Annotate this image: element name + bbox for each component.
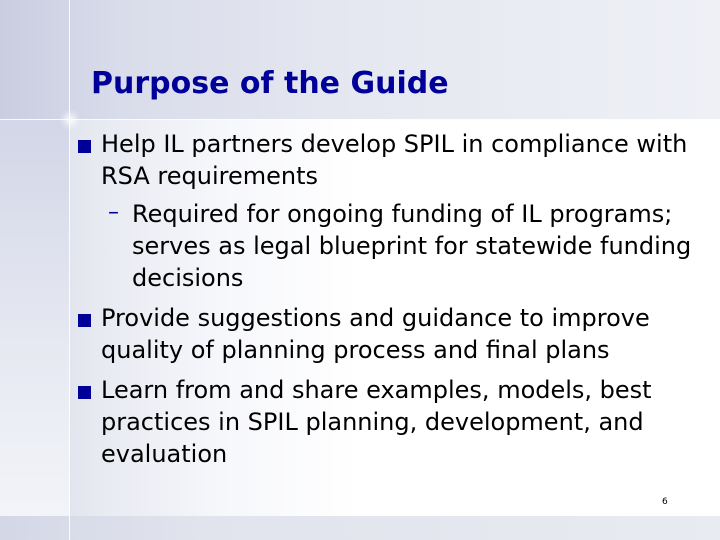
- bottom-background-band: [0, 516, 720, 540]
- dash-bullet-icon: –: [108, 200, 119, 225]
- square-bullet-icon: [78, 140, 91, 153]
- bullet-item-3: [75, 374, 705, 470]
- slide-title: Purpose of the Guide: [91, 66, 449, 101]
- square-bullet-icon: [78, 314, 91, 327]
- bullet-list: [75, 128, 705, 478]
- square-bullet-icon: [78, 386, 91, 399]
- bullet-item-2: [75, 302, 705, 366]
- sub-bullet-item-1: [75, 198, 705, 294]
- horizontal-accent-line: [0, 119, 720, 120]
- sub-bullet-text: Required for ongoing funding of IL programs; serves as legal blueprint for statewide funding decisions: [132, 200, 692, 292]
- vertical-accent-line: [69, 0, 70, 540]
- page-number: 6: [662, 497, 668, 507]
- bullet-text: Learn from and share examples, models, best practices in SPIL planning, development, and evaluation: [101, 376, 652, 468]
- left-background-strip: [0, 120, 70, 540]
- bullet-text: Provide suggestions and guidance to improve quality of planning process and final plans: [101, 304, 650, 364]
- bullet-text: Help IL partners develop SPIL in compliance with RSA requirements: [101, 130, 688, 190]
- bullet-item-1: [75, 128, 705, 192]
